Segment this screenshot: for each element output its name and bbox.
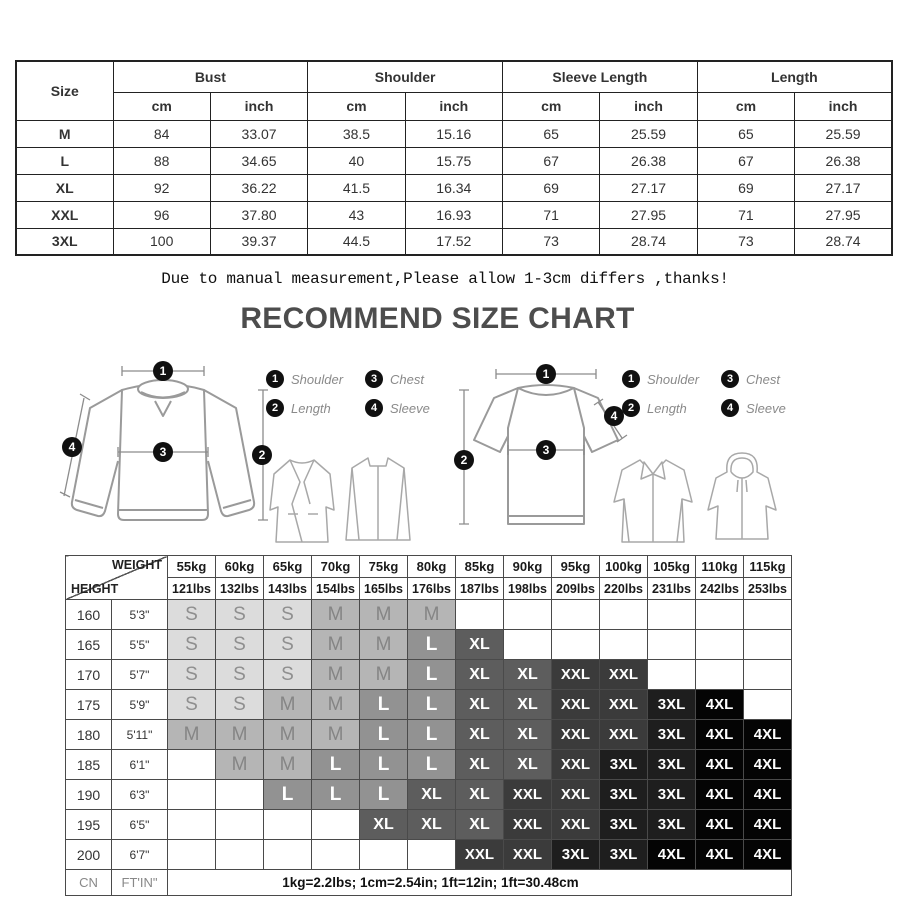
weight-lbs-header: 253lbs xyxy=(744,578,792,600)
size-cell: XL xyxy=(456,720,504,750)
measurement-value: 67 xyxy=(697,147,794,174)
empty-cell xyxy=(312,840,360,870)
size-cell: 4XL xyxy=(696,750,744,780)
marker-2-length: 2 xyxy=(252,445,272,465)
conversion-note xyxy=(168,870,792,896)
size-cell: 4XL xyxy=(696,840,744,870)
height-ftin-cell: 5'3" xyxy=(112,600,168,630)
size-cell: M xyxy=(312,600,360,630)
measurement-table-body xyxy=(16,120,892,255)
size-cell: XXL xyxy=(600,660,648,690)
size-cell: 4XL xyxy=(744,810,792,840)
empty-cell xyxy=(600,630,648,660)
legend-item-length xyxy=(266,399,343,417)
weight-kg-header: 60kg xyxy=(216,556,264,578)
measurement-value: 69 xyxy=(503,174,600,201)
empty-cell xyxy=(264,810,312,840)
height-cm-cell: 200 xyxy=(66,840,112,870)
measurement-value: 26.38 xyxy=(600,147,697,174)
size-cell: 3XL xyxy=(648,780,696,810)
empty-cell xyxy=(216,840,264,870)
height-cm-cell: 170 xyxy=(66,660,112,690)
weight-lbs-header: 176lbs xyxy=(408,578,456,600)
empty-cell xyxy=(600,600,648,630)
size-cell: L xyxy=(312,750,360,780)
size-cell: S xyxy=(168,630,216,660)
weight-kg-header: 55kg xyxy=(168,556,216,578)
matrix-weight-header-row xyxy=(66,556,792,578)
legend-2-icon: 2 xyxy=(266,399,284,417)
empty-cell xyxy=(648,660,696,690)
empty-cell xyxy=(168,840,216,870)
legend-4-icon: 4 xyxy=(365,399,383,417)
size-cell: M xyxy=(264,720,312,750)
legend-item-chest xyxy=(721,370,786,388)
measurement-value: 43 xyxy=(308,201,405,228)
measurement-value: 33.07 xyxy=(210,120,307,147)
weight-height-corner-cell xyxy=(66,556,168,600)
size-cell: XL xyxy=(456,630,504,660)
matrix-row xyxy=(66,780,792,810)
weight-lbs-header: 154lbs xyxy=(312,578,360,600)
unit-cm-header: cm xyxy=(503,92,600,120)
measurement-value: 73 xyxy=(697,228,794,255)
weight-lbs-header: 121lbs xyxy=(168,578,216,600)
size-cell: 4XL xyxy=(744,720,792,750)
weight-lbs-header: 242lbs xyxy=(696,578,744,600)
size-cell: 4XL xyxy=(648,840,696,870)
size-cell: XL xyxy=(456,690,504,720)
size-cell: S xyxy=(264,600,312,630)
size-cell: S xyxy=(168,600,216,630)
size-label: XL xyxy=(16,174,113,201)
size-cell: XL xyxy=(504,660,552,690)
size-cell: XL xyxy=(360,810,408,840)
unit-cm-header: cm xyxy=(308,92,405,120)
legend-shoulder-label: Shoulder xyxy=(291,371,344,387)
size-cell: 4XL xyxy=(744,840,792,870)
size-cell: 4XL xyxy=(696,690,744,720)
legend-3-icon: 3 xyxy=(721,370,739,388)
weight-kg-header: 85kg xyxy=(456,556,504,578)
empty-cell xyxy=(216,810,264,840)
size-cell: S xyxy=(264,660,312,690)
unit-inch-header: inch xyxy=(600,92,697,120)
measurement-row xyxy=(16,228,892,255)
height-cm-cell: 195 xyxy=(66,810,112,840)
size-cell: L xyxy=(408,690,456,720)
height-ftin-cell: 6'3" xyxy=(112,780,168,810)
size-matrix xyxy=(65,555,792,896)
legend-1-icon: 1 xyxy=(622,370,640,388)
size-cell: L xyxy=(360,780,408,810)
marker-3-chest: 3 xyxy=(536,440,556,460)
measurement-value: 96 xyxy=(113,201,210,228)
height-ftin-cell: 6'7" xyxy=(112,840,168,870)
measurement-value: 92 xyxy=(113,174,210,201)
empty-cell xyxy=(744,660,792,690)
measurement-value: 69 xyxy=(697,174,794,201)
legend-length-label: Length xyxy=(291,400,331,416)
size-cell: L xyxy=(264,780,312,810)
weight-lbs-header: 132lbs xyxy=(216,578,264,600)
height-cm-cell: 190 xyxy=(66,780,112,810)
legend-right xyxy=(622,370,786,417)
size-cell: 4XL xyxy=(696,810,744,840)
size-cell: XXL xyxy=(552,780,600,810)
measurement-value: 27.95 xyxy=(600,201,697,228)
measurement-value: 17.52 xyxy=(405,228,502,255)
height-cm-cell: 165 xyxy=(66,630,112,660)
size-cell: XXL xyxy=(552,810,600,840)
marker-3-chest: 3 xyxy=(153,442,173,462)
weight-kg-header: 65kg xyxy=(264,556,312,578)
measurement-value: 39.37 xyxy=(210,228,307,255)
measurement-value: 25.59 xyxy=(795,120,892,147)
size-label: M xyxy=(16,120,113,147)
size-cell: XXL xyxy=(504,840,552,870)
empty-cell xyxy=(456,600,504,630)
empty-cell xyxy=(696,600,744,630)
height-ftin-cell: 5'11" xyxy=(112,720,168,750)
size-cell: XXL xyxy=(552,660,600,690)
measurement-note: Due to manual measurement,Please allow 1-3cm differs ,thanks! xyxy=(161,270,729,288)
height-ftin-cell: 5'5" xyxy=(112,630,168,660)
corner-height-label: HEIGHT xyxy=(71,582,119,596)
measurement-row xyxy=(16,120,892,147)
measurement-value: 67 xyxy=(503,147,600,174)
weight-kg-header: 80kg xyxy=(408,556,456,578)
zip-jacket-sketch xyxy=(338,452,418,547)
measurement-value: 15.16 xyxy=(405,120,502,147)
size-cell: M xyxy=(312,660,360,690)
size-cell: M xyxy=(408,600,456,630)
corner-weight-label: WEIGHT xyxy=(112,558,162,572)
size-cell: M xyxy=(312,690,360,720)
size-cell: M xyxy=(264,750,312,780)
size-cell: M xyxy=(168,720,216,750)
ftin-unit-label: FT'IN" xyxy=(112,870,168,896)
bust-header: Bust xyxy=(113,61,308,92)
empty-cell xyxy=(504,630,552,660)
page-title: RECOMMEND SIZE CHART xyxy=(240,302,635,335)
size-cell: S xyxy=(216,660,264,690)
legend-chest-label: Chest xyxy=(746,371,781,387)
sleeve-length-header: Sleeve Length xyxy=(503,61,698,92)
weight-kg-header: 90kg xyxy=(504,556,552,578)
size-cell: L xyxy=(360,750,408,780)
size-cell: M xyxy=(216,720,264,750)
measurement-value: 25.59 xyxy=(600,120,697,147)
weight-kg-header: 110kg xyxy=(696,556,744,578)
empty-cell xyxy=(264,840,312,870)
size-cell: L xyxy=(408,630,456,660)
weight-kg-header: 70kg xyxy=(312,556,360,578)
marker-4-sleeve: 4 xyxy=(62,437,82,457)
measurement-row xyxy=(16,201,892,228)
empty-cell xyxy=(648,630,696,660)
marker-1-shoulder: 1 xyxy=(536,364,556,384)
measurement-value: 44.5 xyxy=(308,228,405,255)
measurement-value: 40 xyxy=(308,147,405,174)
measurement-row xyxy=(16,147,892,174)
size-cell: XL xyxy=(504,720,552,750)
size-cell: XL xyxy=(504,690,552,720)
size-cell: XXL xyxy=(600,690,648,720)
size-cell: XXL xyxy=(504,810,552,840)
weight-lbs-header: 143lbs xyxy=(264,578,312,600)
size-cell: 3XL xyxy=(648,810,696,840)
height-cm-cell: 185 xyxy=(66,750,112,780)
empty-cell xyxy=(744,690,792,720)
legend-4-icon: 4 xyxy=(721,399,739,417)
height-cm-cell: 180 xyxy=(66,720,112,750)
conversion-text: 1kg=2.2lbs; 1cm=2.54in; 1ft=12in; 1ft=30.48cm xyxy=(282,875,579,890)
weight-lbs-header: 187lbs xyxy=(456,578,504,600)
measurement-value: 73 xyxy=(503,228,600,255)
weight-lbs-header: 165lbs xyxy=(360,578,408,600)
length-header: Length xyxy=(697,61,892,92)
measurement-value: 27.17 xyxy=(795,174,892,201)
weight-kg-header: 95kg xyxy=(552,556,600,578)
legend-sleeve-label: Sleeve xyxy=(390,400,430,416)
measurement-value: 38.5 xyxy=(308,120,405,147)
size-cell: L xyxy=(360,720,408,750)
size-cell: 3XL xyxy=(648,690,696,720)
size-cell: L xyxy=(408,720,456,750)
height-ftin-cell: 5'7" xyxy=(112,660,168,690)
matrix-row xyxy=(66,630,792,660)
size-cell: L xyxy=(408,750,456,780)
size-label: 3XL xyxy=(16,228,113,255)
measurement-value: 28.74 xyxy=(600,228,697,255)
size-cell: 4XL xyxy=(744,750,792,780)
height-ftin-cell: 5'9" xyxy=(112,690,168,720)
unit-cm-header: cm xyxy=(697,92,794,120)
measurement-value: 27.17 xyxy=(600,174,697,201)
unit-inch-header: inch xyxy=(405,92,502,120)
measurement-value: 36.22 xyxy=(210,174,307,201)
legend-item-shoulder xyxy=(266,370,343,388)
height-ftin-cell: 6'1" xyxy=(112,750,168,780)
legend-item-chest xyxy=(365,370,430,388)
size-cell: L xyxy=(360,690,408,720)
empty-cell xyxy=(312,810,360,840)
unit-inch-header: inch xyxy=(795,92,892,120)
empty-cell xyxy=(168,780,216,810)
measurement-value: 34.65 xyxy=(210,147,307,174)
measurement-table xyxy=(15,60,893,256)
legend-1-icon: 1 xyxy=(266,370,284,388)
legend-2-icon: 2 xyxy=(622,399,640,417)
hoodie-sketch xyxy=(700,448,785,546)
size-cell: XL xyxy=(456,810,504,840)
measurement-value: 100 xyxy=(113,228,210,255)
longsleeve-shirt-diagram xyxy=(58,356,272,546)
matrix-row xyxy=(66,750,792,780)
matrix-row xyxy=(66,660,792,690)
measurement-value: 88 xyxy=(113,147,210,174)
size-cell: M xyxy=(264,690,312,720)
empty-cell xyxy=(168,750,216,780)
size-cell: 3XL xyxy=(648,720,696,750)
size-column-header: Size xyxy=(16,61,113,120)
size-cell: S xyxy=(168,660,216,690)
measurement-row xyxy=(16,174,892,201)
legend-3-icon: 3 xyxy=(365,370,383,388)
legend-item-length xyxy=(622,399,699,417)
size-cell: 3XL xyxy=(600,780,648,810)
weight-kg-header: 75kg xyxy=(360,556,408,578)
size-label: XXL xyxy=(16,201,113,228)
size-cell: M xyxy=(360,630,408,660)
size-cell: 3XL xyxy=(600,750,648,780)
size-cell: 4XL xyxy=(696,780,744,810)
empty-cell xyxy=(696,630,744,660)
blazer-sketch xyxy=(262,452,342,547)
weight-kg-header: 100kg xyxy=(600,556,648,578)
weight-kg-header: 115kg xyxy=(744,556,792,578)
size-cell: 3XL xyxy=(600,810,648,840)
matrix-row xyxy=(66,690,792,720)
size-cell: XXL xyxy=(504,780,552,810)
measurement-value: 65 xyxy=(503,120,600,147)
size-cell: 4XL xyxy=(744,780,792,810)
size-cell: 3XL xyxy=(600,840,648,870)
measurement-value: 37.80 xyxy=(210,201,307,228)
legend-length-label: Length xyxy=(647,400,687,416)
size-cell: 3XL xyxy=(552,840,600,870)
empty-cell xyxy=(408,840,456,870)
empty-cell xyxy=(744,630,792,660)
size-cell: M xyxy=(360,660,408,690)
size-cell: L xyxy=(408,660,456,690)
size-cell: XL xyxy=(456,750,504,780)
size-cell: S xyxy=(216,690,264,720)
size-cell: XL xyxy=(456,660,504,690)
size-cell: L xyxy=(312,780,360,810)
garment-diagrams xyxy=(0,352,900,552)
legend-sleeve-label: Sleeve xyxy=(746,400,786,416)
size-cell: S xyxy=(264,630,312,660)
empty-cell xyxy=(504,600,552,630)
size-cell: XXL xyxy=(552,720,600,750)
matrix-footer-row xyxy=(66,870,792,896)
legend-item-sleeve xyxy=(721,399,786,417)
height-cm-cell: 160 xyxy=(66,600,112,630)
empty-cell xyxy=(696,660,744,690)
measurement-value: 71 xyxy=(503,201,600,228)
matrix-lbs-header-row xyxy=(66,578,792,600)
size-cell: XL xyxy=(504,750,552,780)
measurement-value: 65 xyxy=(697,120,794,147)
marker-4-sleeve: 4 xyxy=(604,406,624,426)
size-cell: M xyxy=(312,720,360,750)
size-cell: S xyxy=(216,600,264,630)
size-cell: XL xyxy=(408,780,456,810)
measurement-value: 71 xyxy=(697,201,794,228)
empty-cell xyxy=(648,600,696,630)
size-cell: M xyxy=(216,750,264,780)
empty-cell xyxy=(744,600,792,630)
size-cell: XXL xyxy=(552,750,600,780)
empty-cell xyxy=(216,780,264,810)
unit-inch-header: inch xyxy=(210,92,307,120)
size-cell: M xyxy=(360,600,408,630)
button-shirt-sketch xyxy=(608,452,698,547)
height-ftin-cell: 6'5" xyxy=(112,810,168,840)
size-label: L xyxy=(16,147,113,174)
measurement-value: 26.38 xyxy=(795,147,892,174)
legend-shoulder-label: Shoulder xyxy=(647,371,700,387)
measurement-value: 28.74 xyxy=(795,228,892,255)
empty-cell xyxy=(360,840,408,870)
legend-left xyxy=(266,370,430,417)
empty-cell xyxy=(552,630,600,660)
size-cell: 3XL xyxy=(648,750,696,780)
matrix-row xyxy=(66,720,792,750)
size-cell: XXL xyxy=(600,720,648,750)
shoulder-header: Shoulder xyxy=(308,61,503,92)
size-cell: M xyxy=(312,630,360,660)
weight-lbs-header: 231lbs xyxy=(648,578,696,600)
unit-header-row xyxy=(16,92,892,120)
matrix-row xyxy=(66,840,792,870)
size-cell: S xyxy=(216,630,264,660)
marker-2-length: 2 xyxy=(454,450,474,470)
empty-cell xyxy=(168,810,216,840)
measurement-value: 84 xyxy=(113,120,210,147)
size-cell: XL xyxy=(408,810,456,840)
size-cell: XXL xyxy=(552,690,600,720)
weight-lbs-header: 198lbs xyxy=(504,578,552,600)
legend-item-shoulder xyxy=(622,370,699,388)
unit-cm-header: cm xyxy=(113,92,210,120)
legend-chest-label: Chest xyxy=(390,371,425,387)
measurement-value: 27.95 xyxy=(795,201,892,228)
size-cell: 4XL xyxy=(696,720,744,750)
size-cell: XXL xyxy=(456,840,504,870)
weight-kg-header: 105kg xyxy=(648,556,696,578)
weight-lbs-header: 209lbs xyxy=(552,578,600,600)
cn-unit-label: CN xyxy=(66,870,112,896)
matrix-row xyxy=(66,810,792,840)
height-cm-cell: 175 xyxy=(66,690,112,720)
size-cell: XL xyxy=(456,780,504,810)
size-cell: S xyxy=(168,690,216,720)
marker-1-shoulder: 1 xyxy=(153,361,173,381)
measurement-value: 16.93 xyxy=(405,201,502,228)
measurement-value: 41.5 xyxy=(308,174,405,201)
measurement-value: 16.34 xyxy=(405,174,502,201)
weight-lbs-header: 220lbs xyxy=(600,578,648,600)
matrix-row xyxy=(66,600,792,630)
legend-item-sleeve xyxy=(365,399,430,417)
empty-cell xyxy=(552,600,600,630)
measurement-header-row xyxy=(16,61,892,92)
measurement-value: 15.75 xyxy=(405,147,502,174)
